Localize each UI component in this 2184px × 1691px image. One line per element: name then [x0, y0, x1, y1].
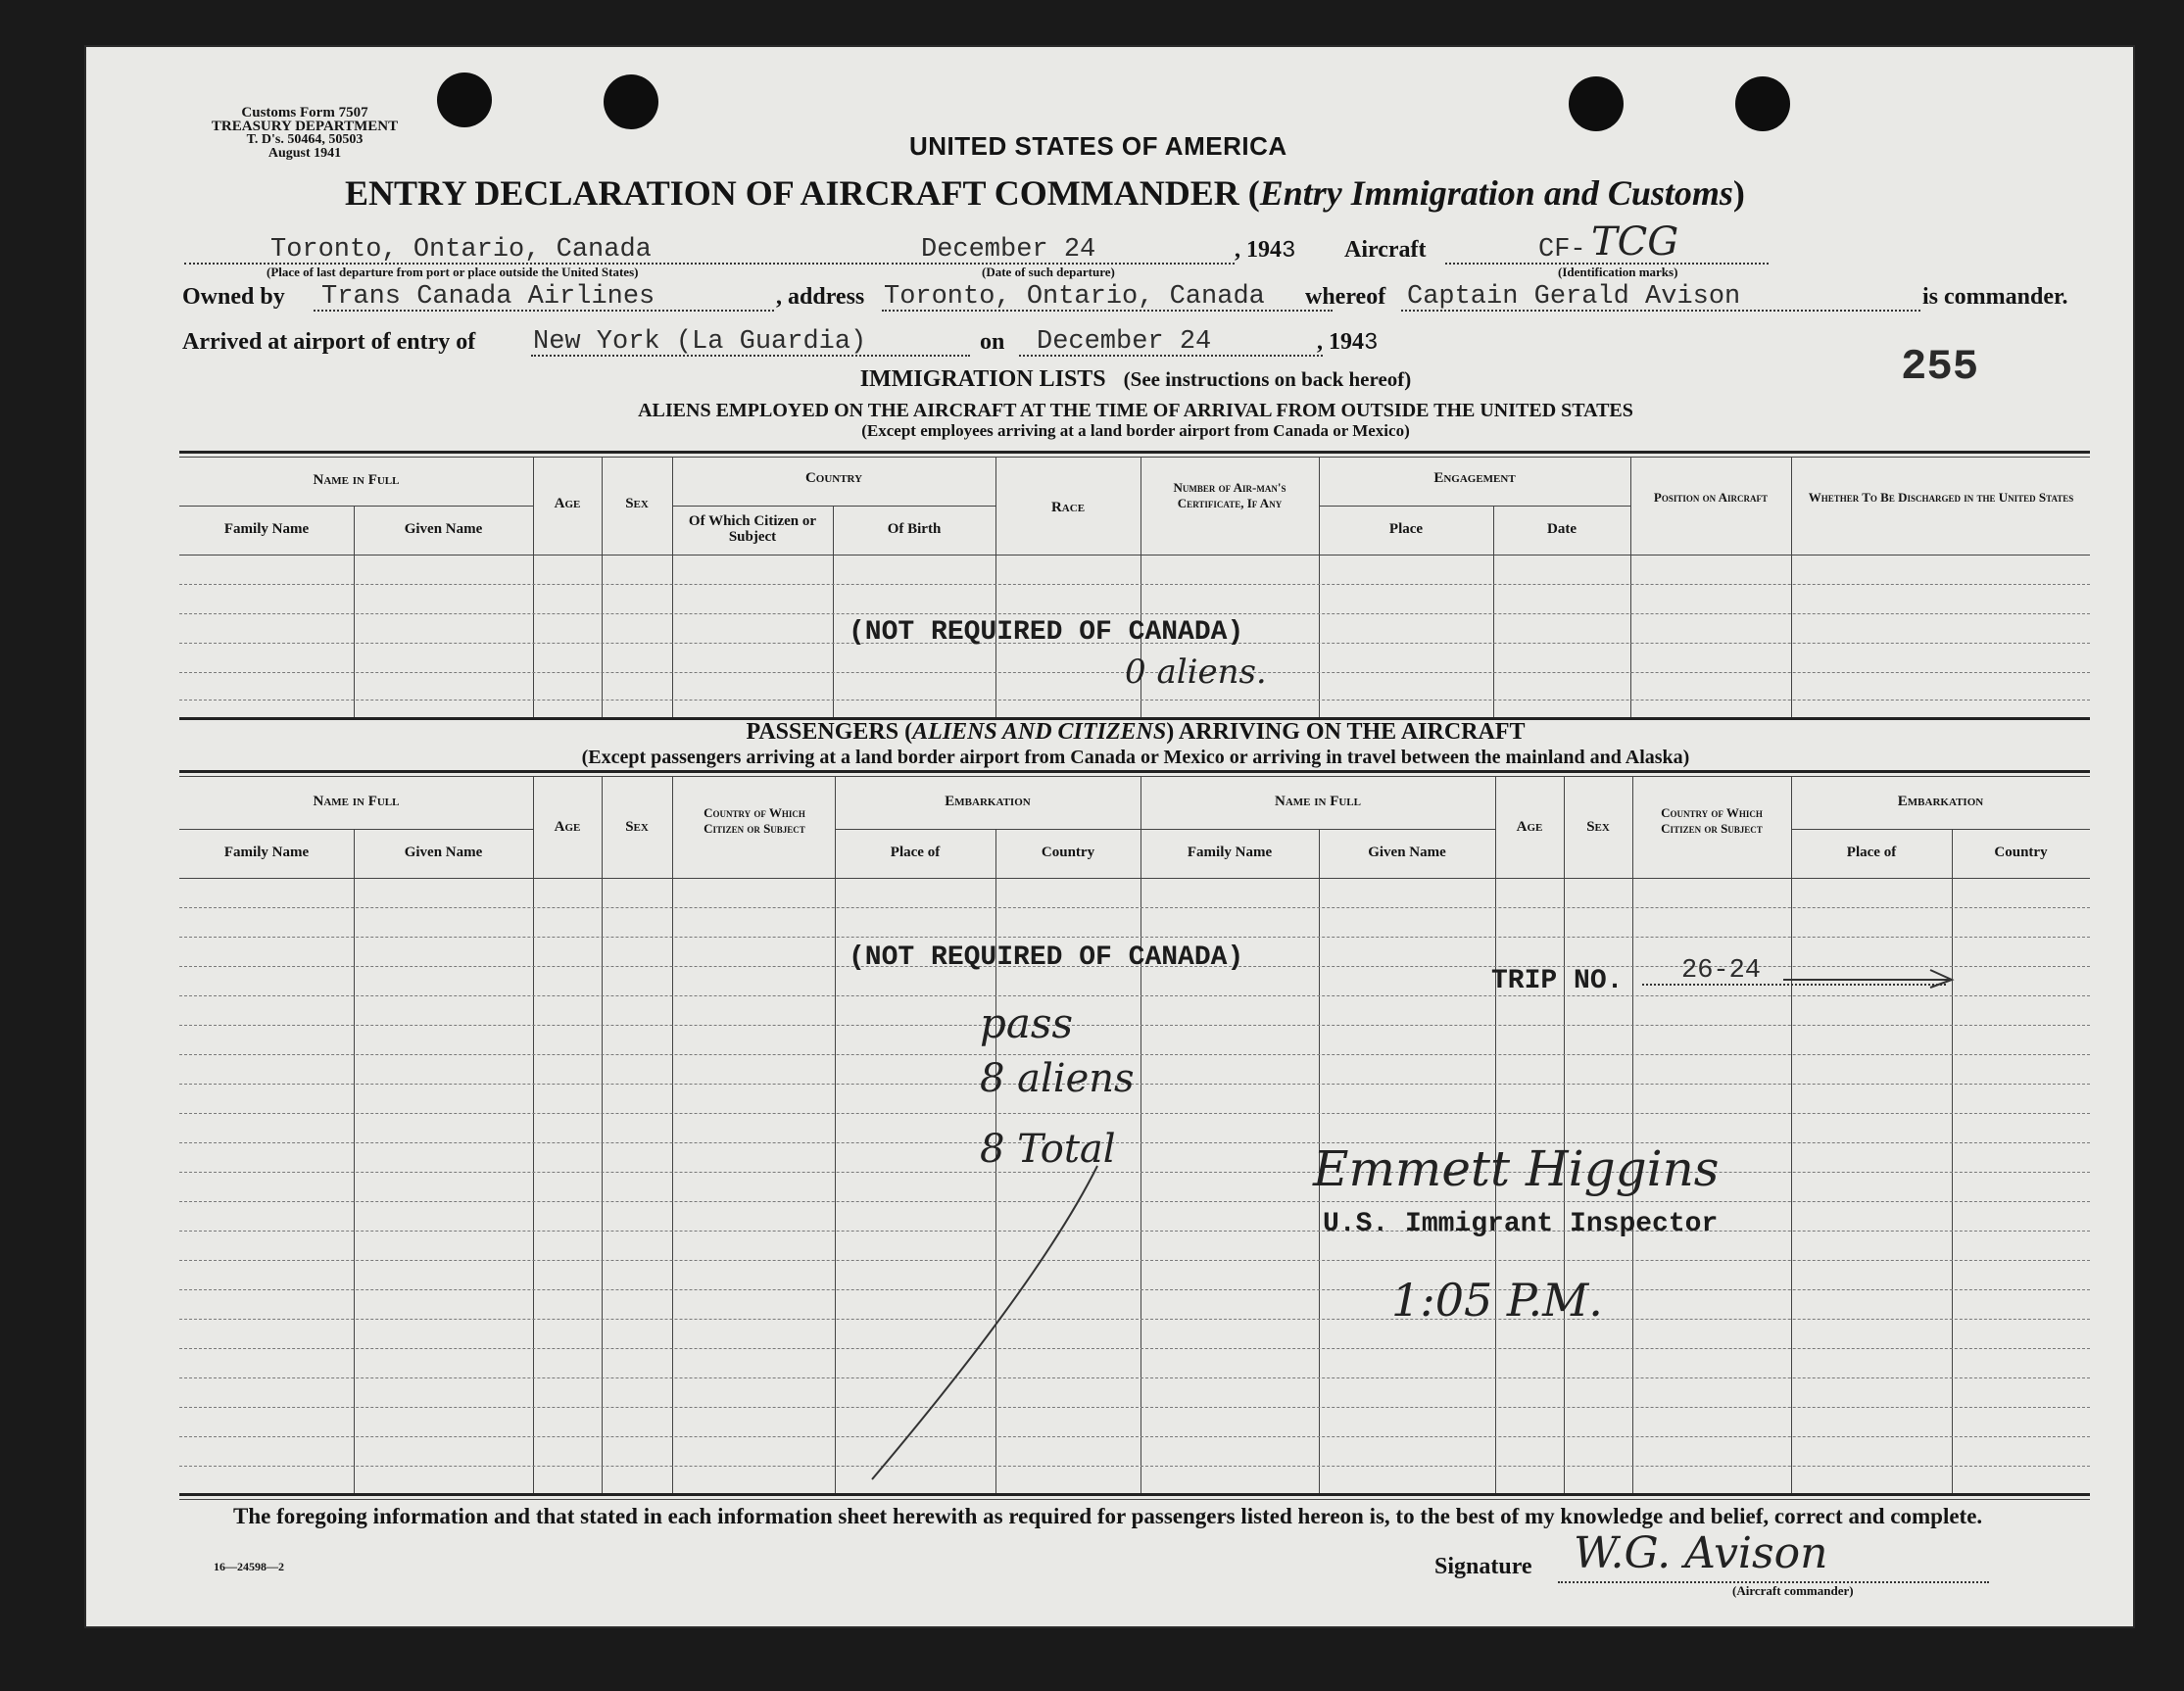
table-row — [179, 1319, 2090, 1320]
form-title — [345, 172, 1745, 214]
commander-suffix: is commander. — [1922, 284, 2068, 310]
t2-citizen: Country of Which Citizen or Subject — [704, 805, 805, 836]
form-id-block — [172, 106, 437, 161]
table-row — [179, 1466, 2090, 1467]
t2-given-name-b: Given Name — [1368, 845, 1446, 860]
table-row — [179, 1436, 2090, 1437]
table-row — [179, 1084, 2090, 1085]
immigration-title: IMMIGRATION LISTS — [859, 366, 1106, 392]
table-row — [179, 1201, 2090, 1202]
trip-number: 26-24 — [1681, 956, 1762, 986]
punch-hole — [1569, 76, 1624, 131]
arrival-date: December 24 — [1037, 327, 1212, 357]
immigration-title-note: (See instructions on back hereof) — [1123, 367, 1412, 391]
t2-sex: Sex — [625, 819, 649, 835]
t1-hand-note: 0 aliens. — [1125, 652, 1267, 692]
arrival-airport: New York (La Guardia) — [533, 327, 867, 357]
hand-total: 8 Total — [980, 1127, 1116, 1172]
departure-year: , 1943 — [1235, 237, 1296, 265]
t1-date: Date — [1547, 521, 1577, 537]
arrival-year-digit: 3 — [1364, 330, 1379, 357]
immigration-subnote: (Except employees arriving at a land border airport from Canada or Mexico) — [861, 421, 1410, 440]
punch-hole — [1735, 76, 1790, 131]
t2-place-of: Place of — [890, 845, 941, 860]
table-row — [179, 937, 2090, 938]
whereof-label: whereof — [1305, 284, 1386, 310]
t1-age: Age — [554, 496, 581, 511]
t2-citizen-b: Country of Which Citizen or Subject — [1661, 805, 1763, 836]
t2-family-name: Family Name — [223, 845, 310, 860]
departure-date-caption: (Date of such departure) — [982, 265, 1115, 279]
signature-label: Signature — [1434, 1554, 1532, 1579]
departure-date: December 24 — [921, 235, 1096, 265]
table-row — [179, 907, 2090, 908]
inspection-time: 1:05 P.M. — [1391, 1274, 1603, 1327]
t1-name-in-full: Name in Full — [313, 472, 400, 488]
immigration-subtitle: ALIENS EMPLOYED ON THE AIRCRAFT AT THE TIME OF ARRIVAL FROM OUTSIDE THE UNITED STATES — [638, 400, 1633, 421]
aircraft-caption: (Identification marks) — [1558, 265, 1678, 279]
table-row — [179, 1142, 2090, 1143]
owner-name: Trans Canada Airlines — [321, 282, 655, 312]
departure-year-digit: 3 — [1282, 238, 1296, 265]
table-row — [179, 1289, 2090, 1290]
signature-caption: (Aircraft commander) — [1732, 1583, 1854, 1598]
t1-engagement: Engagement — [1433, 470, 1516, 486]
table-row — [179, 995, 2090, 996]
t1-not-required-stamp: (NOT REQUIRED OF CANADA) — [849, 617, 1244, 648]
form-date: August 1941 — [267, 146, 342, 161]
table-row — [179, 1231, 2090, 1232]
t1-sex: Sex — [625, 496, 649, 511]
aircraft-typed: CF- — [1538, 235, 1586, 265]
punch-hole — [604, 74, 658, 129]
departure-place-caption: (Place of last departure from port or place outside the United States) — [267, 265, 639, 279]
commander-name: Captain Gerald Avison — [1407, 282, 1741, 312]
t2-embarkation: Embarkation — [945, 794, 1031, 809]
t1-certificate: Number of Air-man's Certificate, If Any — [1173, 480, 1286, 510]
table-row — [179, 1377, 2090, 1378]
print-code: 16—24598—2 — [214, 1560, 284, 1573]
t1-discharged: Whether To Be Discharged in the United States — [1808, 490, 2074, 505]
country-heading: UNITED STATES OF AMERICA — [909, 131, 1287, 161]
title-end: ) — [1732, 173, 1745, 213]
inspector-signature: Emmett Higgins — [1313, 1140, 1720, 1197]
form-number: Customs Form 7507 — [241, 105, 368, 121]
t2-age-b: Age — [1516, 819, 1543, 835]
t1-given-name: Given Name — [404, 521, 483, 537]
aircraft-hand-marks: TCG — [1591, 219, 1679, 265]
table-row — [179, 1260, 2090, 1261]
punch-hole — [437, 72, 492, 127]
commander-signature: W.G. Avison — [1574, 1528, 1828, 1578]
arrived-label: Arrived at airport of entry of — [182, 329, 476, 355]
t2-country-b: Country — [1994, 845, 2048, 860]
t1-position: Position on Aircraft — [1653, 490, 1769, 505]
declaration-text: The foregoing information and that stated in each information sheet herewith as required for passengers listed hereon is, to the best of my knowledge and belief, correct and complete. — [233, 1504, 1983, 1528]
table-row — [179, 1172, 2090, 1173]
form-department: TREASURY DEPARTMENT — [211, 119, 399, 134]
hand-aliens: 8 aliens — [980, 1056, 1135, 1101]
hand-pass: pass — [980, 999, 1074, 1047]
t2-name-in-full-b: Name in Full — [1274, 794, 1361, 809]
aircraft-label: Aircraft — [1344, 237, 1427, 263]
immigration-heading — [182, 366, 2089, 393]
t2-name-in-full: Name in Full — [313, 794, 400, 809]
address-label: , address — [776, 284, 865, 310]
t2-family-name-b: Family Name — [1187, 845, 1273, 860]
t2-sex-b: Sex — [1586, 819, 1610, 835]
table-row — [179, 1113, 2090, 1114]
arrival-on-label: on — [980, 329, 1005, 355]
t2-place-of-b: Place of — [1846, 845, 1897, 860]
t1-place: Place — [1388, 521, 1424, 537]
trip-label: TRIP NO. — [1491, 966, 1624, 996]
title-italic: Entry Immigration and Customs — [1259, 173, 1733, 213]
form-td: T. D's. 50464, 50503 — [246, 132, 364, 147]
title-main: ENTRY DECLARATION OF AIRCRAFT COMMANDER ( — [345, 173, 1260, 213]
t1-family-name: Family Name — [223, 521, 310, 537]
t2-age: Age — [554, 819, 581, 835]
passengers-subnote: (Except passengers arriving at a land border airport from Canada or Mexico or arriving in travel between the mainland and Alaska) — [581, 747, 1690, 768]
table-row — [179, 1054, 2090, 1055]
inspector-title: U.S. Immigrant Inspector — [1323, 1209, 1719, 1239]
t2-embarkation-b: Embarkation — [1897, 794, 1984, 809]
passengers-title-italic: ALIENS AND CITIZENS — [912, 719, 1167, 745]
t1-country: Country — [804, 470, 863, 486]
table-row — [179, 1407, 2090, 1408]
passengers-heading: PASSENGERS (ALIENS AND CITIZENS) ARRIVING ON THE AIRCRAFT — [746, 719, 1526, 745]
table-row — [179, 1348, 2090, 1349]
owned-by-label: Owned by — [182, 284, 285, 310]
table-row — [179, 1025, 2090, 1026]
t2-not-required-stamp: (NOT REQUIRED OF CANADA) — [849, 942, 1244, 973]
departure-place: Toronto, Ontario, Canada — [270, 235, 652, 265]
stamp-number: 255 — [1901, 343, 1979, 392]
owner-address: Toronto, Ontario, Canada — [884, 282, 1265, 312]
arrival-year: , 1943 — [1317, 329, 1379, 357]
t1-citizen: Of Which Citizen or Subject — [688, 513, 817, 545]
hand-stroke-graphic — [862, 1156, 1117, 1489]
t2-given-name: Given Name — [404, 845, 483, 860]
t2-country: Country — [1041, 845, 1095, 860]
t1-race: Race — [1050, 500, 1086, 515]
t1-birth: Of Birth — [887, 521, 942, 537]
trip-arrow-graphic — [1783, 962, 1960, 991]
